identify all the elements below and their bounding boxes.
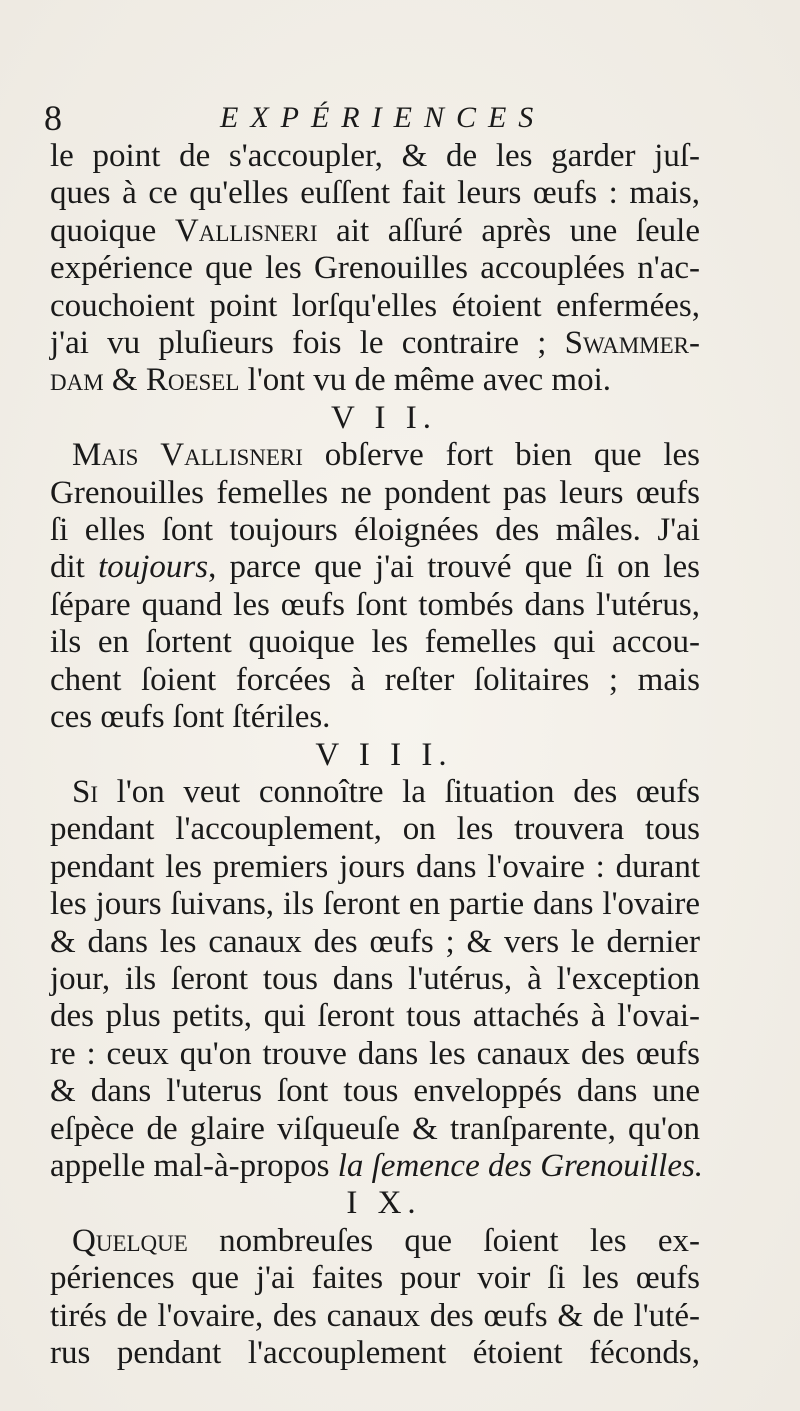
text-segment: V I I. — [331, 399, 437, 436]
text-segment: j'ai vu pluſieurs fois le contraire ; — [50, 325, 565, 362]
text-line — [50, 250, 700, 287]
section-heading — [50, 1185, 700, 1222]
text-segment: quoique — [50, 212, 175, 249]
text-segment: le point de s'accoupler, & de les garder juſ- — [50, 138, 700, 174]
text-segment: l'on veut connoître la ſituation des œufs — [98, 773, 700, 810]
text-line — [50, 549, 700, 586]
text-line — [50, 587, 700, 624]
text-line — [50, 774, 700, 811]
text-line — [50, 288, 700, 325]
text-segment: ces œufs ſont ſtériles. — [50, 699, 331, 736]
italic-text: la ſemence des Grenouilles. — [337, 1147, 704, 1184]
text-line — [50, 325, 700, 362]
page-header — [40, 98, 740, 142]
text-segment: re : ceux qu'on trouve dans les canaux des œufs — [50, 1035, 700, 1072]
text-line — [50, 662, 700, 699]
text-line — [50, 475, 700, 512]
text-line — [50, 1298, 700, 1335]
running-head: EXPÉRIENCES — [220, 101, 546, 134]
section-heading — [50, 400, 700, 437]
text-segment: ait aſſuré après une ſeule — [317, 212, 700, 249]
text-segment: ques à ce qu'elles euſſent fait leurs œufs : mais, — [50, 175, 700, 212]
text-line — [50, 961, 700, 998]
text-segment: les jours ſuivans, ils ſeront en partie dans l'ovaire — [50, 886, 700, 923]
text-segment: nombreuſes que ſoient les ex- — [187, 1222, 700, 1259]
text-line — [50, 1036, 700, 1073]
text-line — [50, 1260, 700, 1297]
text-segment: périences que j'ai faites pour voir ſi les œufs — [50, 1260, 700, 1297]
text-line — [50, 1073, 700, 1110]
text-segment: obſerve fort bien que les — [302, 437, 701, 474]
text-line — [50, 624, 700, 661]
text-line — [50, 512, 700, 549]
italic-text: toujours — [98, 549, 209, 586]
text-segment: ſépare quand les œufs ſont tombés dans l'utérus, — [50, 586, 700, 623]
text-segment: jour, ils ſeront tous dans l'utérus, à l'exception — [50, 960, 700, 997]
text-segment: , parce que j'ai trouvé que ſi on les — [208, 549, 701, 586]
small-caps-name: dam — [50, 362, 104, 399]
text-line — [50, 699, 700, 736]
text-line — [50, 1111, 700, 1148]
text-line — [50, 849, 700, 886]
text-line — [50, 437, 700, 474]
text-segment: V I I I. — [315, 736, 453, 773]
section-heading — [50, 737, 700, 774]
text-line — [50, 998, 700, 1035]
text-segment: couchoient point lorſqu'elles étoient enfermées, — [50, 287, 700, 324]
small-caps-name: Quelque — [72, 1222, 188, 1259]
text-segment: Grenouilles femelles ne pondent pas leurs œufs — [50, 474, 700, 511]
text-segment: & dans les canaux des œufs ; & vers le dernier — [50, 923, 700, 960]
small-caps-name: Si — [72, 773, 99, 810]
text-segment: & dans l'uterus ſont tous enveloppés dans une — [50, 1073, 700, 1110]
text-line — [50, 213, 700, 250]
text-segment — [138, 437, 160, 473]
text-segment: eſpèce de glaire viſqueuſe & tranſparente, qu'on — [50, 1110, 700, 1147]
text-segment: rus pendant l'accouplement étoient féconds, — [50, 1335, 700, 1371]
small-caps-name: Roesel — [145, 362, 240, 399]
text-line — [50, 1223, 700, 1260]
text-segment: chent ſoient forcées à reſter ſolitaires ; mais — [50, 661, 700, 698]
text-segment: I X. — [346, 1185, 422, 1222]
text-line — [50, 362, 700, 399]
page-body — [50, 138, 704, 1372]
text-segment: appelle mal-à-propos — [50, 1147, 338, 1184]
text-line — [50, 1335, 700, 1372]
text-segment: pendant les premiers jours dans l'ovaire : durant — [50, 848, 700, 885]
text-segment: dit — [50, 549, 99, 586]
page-number: 8 — [44, 98, 62, 138]
text-line — [50, 1147, 704, 1185]
text-line — [50, 886, 700, 923]
small-caps-name: Swammer- — [564, 325, 700, 362]
text-segment: ſi elles ſont toujours éloignées des mâles. J'ai — [50, 512, 700, 549]
small-caps-name: Vallisneri — [160, 437, 303, 474]
small-caps-name: Vallisneri — [174, 212, 318, 249]
text-segment: tirés de l'ovaire, des canaux des œufs & de l'uté- — [50, 1297, 700, 1334]
text-segment: expérience que les Grenouilles accouplées n'ac- — [50, 250, 700, 287]
text-segment: ils en ſortent quoique les femelles qui accou- — [50, 624, 700, 661]
text-segment: & — [103, 362, 146, 399]
text-line — [50, 138, 700, 175]
text-segment: l'ont vu de même avec moi. — [239, 362, 611, 399]
text-line — [50, 924, 700, 961]
text-segment: des plus petits, qui ſeront tous attachés à l'ovai- — [50, 998, 700, 1035]
small-caps-name: Mais — [72, 437, 139, 474]
text-line — [50, 811, 700, 848]
text-segment: pendant l'accouplement, on les trouvera tous — [50, 811, 700, 848]
text-line — [50, 175, 700, 212]
